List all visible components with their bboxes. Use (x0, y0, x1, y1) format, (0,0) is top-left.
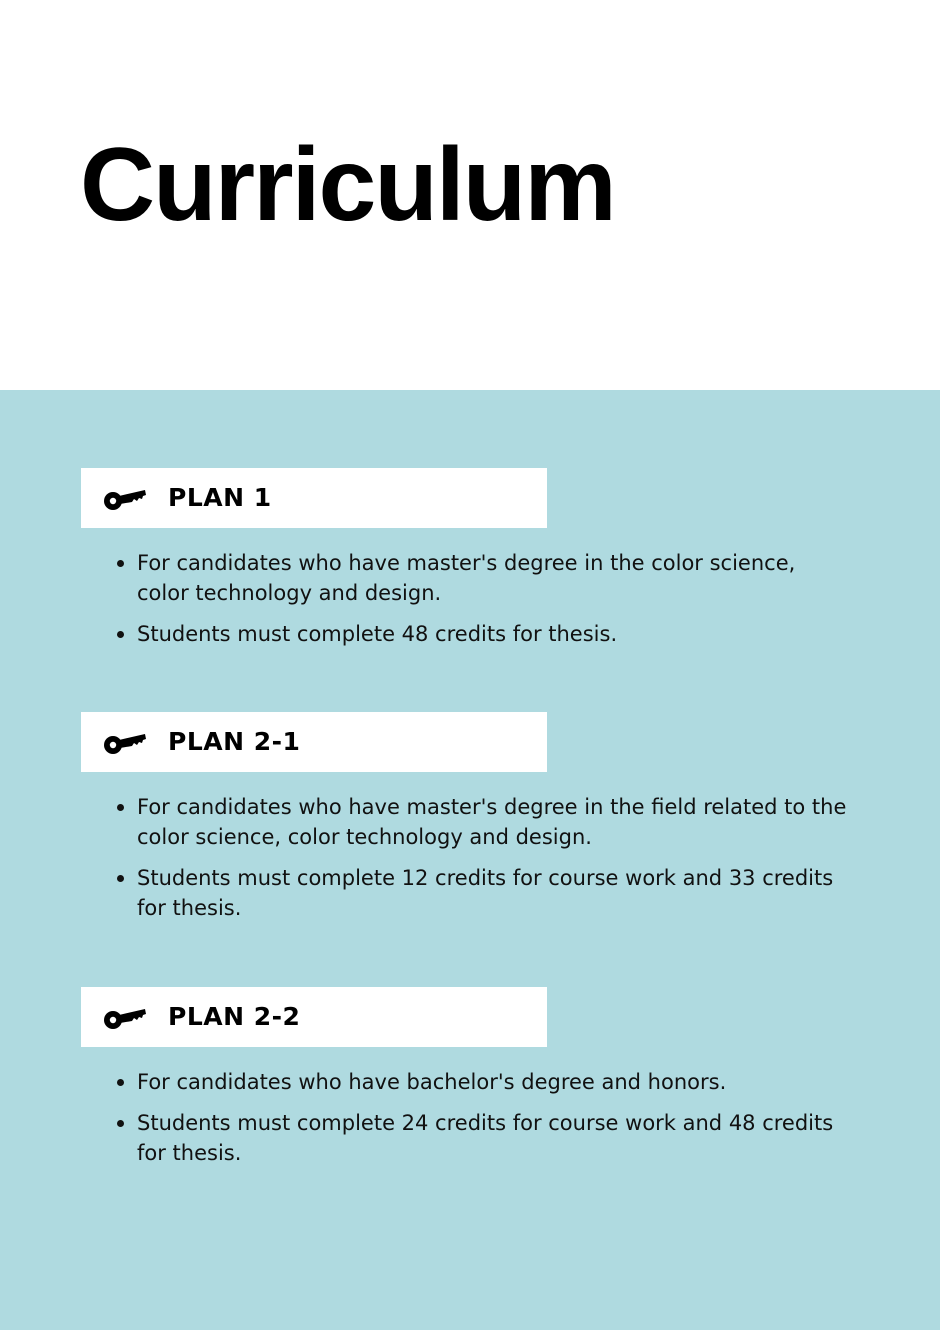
plan-title: PLAN 2-2 (168, 1002, 301, 1031)
page-title: Curriculum (80, 127, 615, 243)
list-item: Students must complete 12 credits for course work and 33 credits for thesis. (113, 863, 853, 923)
plan-header (81, 987, 547, 1047)
plan-title: PLAN 1 (168, 483, 272, 512)
bullet-list (113, 1067, 853, 1179)
plan-title: PLAN 2-1 (168, 727, 301, 756)
bullet-list (113, 548, 853, 660)
key-icon (103, 485, 147, 513)
plan-header (81, 712, 547, 772)
list-item: For candidates who have bachelor's degree and honors. (113, 1067, 853, 1097)
list-item: Students must complete 48 credits for thesis. (113, 619, 853, 649)
bullet-list (113, 792, 853, 934)
curriculum-panel (0, 390, 940, 1330)
key-icon (103, 1004, 147, 1032)
list-item: For candidates who have master's degree in the field related to the color science, color technology and design. (113, 792, 853, 852)
plan-header (81, 468, 547, 528)
list-item: For candidates who have master's degree in the color science, color technology and design. (113, 548, 853, 608)
key-icon (103, 729, 147, 757)
list-item: Students must complete 24 credits for course work and 48 credits for thesis. (113, 1108, 853, 1168)
